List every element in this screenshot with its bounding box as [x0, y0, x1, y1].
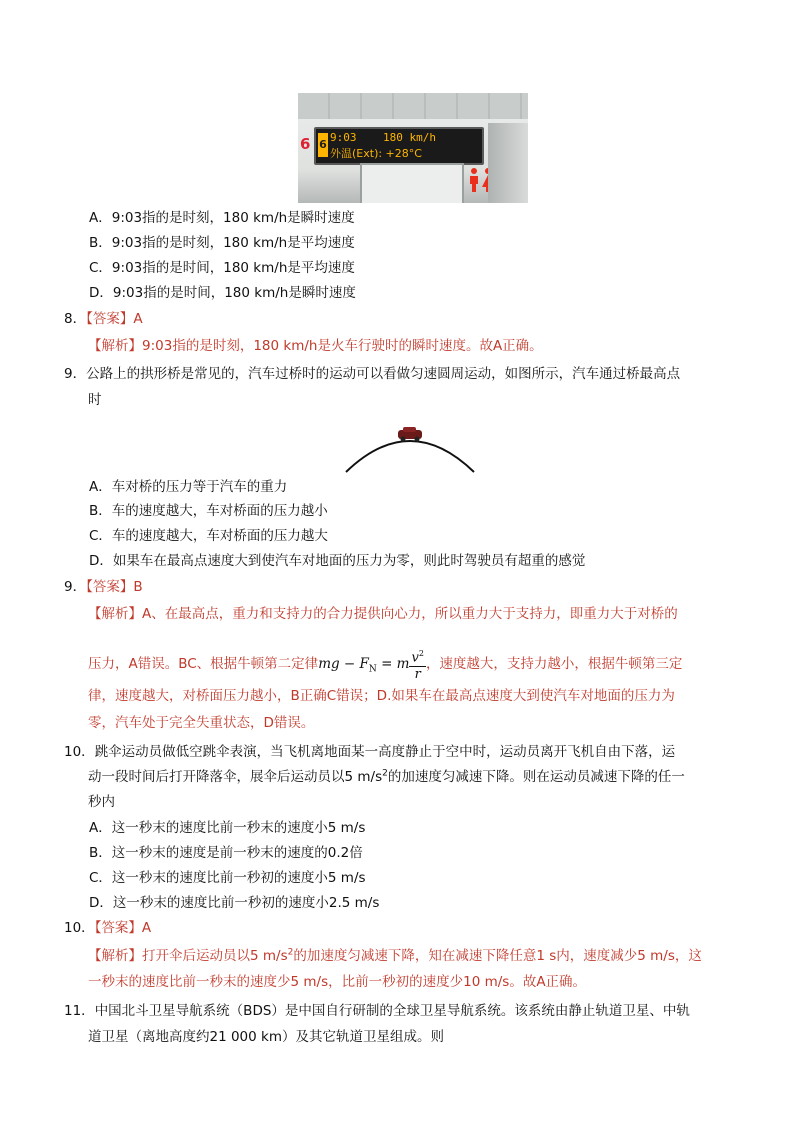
- q8-option-a: A．9:03指的是时刻，180 km/h是瞬时速度: [89, 210, 355, 226]
- q10-option-c: C．这一秒末的速度比前一秒初的速度小5 m/s: [89, 870, 366, 886]
- arch-bridge-diagram: [340, 424, 480, 476]
- q10-option-a: A．这一秒末的速度比前一秒末的速度小5 m/s: [89, 820, 366, 836]
- q10-analysis-1: 【解析】打开伞后运动员以5 $m/s^2$的加速度匀减速下降，知在减速下降任意1 s内，速度减少5 m/s，这: [88, 947, 702, 964]
- q9-answer-line: 9．【答案】B: [64, 579, 143, 595]
- q8-option-b: B．9:03指的是时刻，180 km/h是平均速度: [89, 235, 355, 251]
- q10-analysis-2: 一秒末的速度比前一秒末的速度少5 m/s，比前一秒初的速度少10 m/s。故A正确。: [88, 974, 587, 990]
- q10-option-d: D．这一秒末的速度比前一秒初的速度小2.5 m/s: [89, 895, 380, 911]
- photo-ceiling: [298, 93, 528, 119]
- q9-stem-1: 9．公路上的拱形桥是常见的，汽车过桥时的运动可以看做匀速圆周运动，如图所示，汽车通过桥最高点: [64, 366, 681, 382]
- formula: mg − $F_N = m$ $\frac{v^2}{r}$: [318, 656, 426, 672]
- photo-sign-line1: 9:03 180 km/h: [330, 131, 436, 144]
- q10-option-b: B．这一秒末的速度是前一秒末的速度的0.2倍: [89, 845, 363, 861]
- photo-sign-temp: 外温(Ext): +28°C: [330, 147, 422, 160]
- q9-option-d: D．如果车在最高点速度大到使汽车对地面的压力为零，则此时驾驶员有超重的感觉: [89, 553, 586, 569]
- q9-analysis-1: 【解析】A、在最高点，重力和支持力的合力提供向心力，所以重力大于支持力，即重力大于对桥的: [88, 606, 678, 622]
- photo-car-number: 6: [300, 135, 311, 153]
- photo-right-panel: [488, 123, 528, 203]
- q8-option-c: C．9:03指的是时间，180 km/h是平均速度: [89, 260, 355, 276]
- q9-option-b: B．车的速度越大，车对桥面的压力越小: [89, 503, 328, 519]
- q11-stem-1: 11．中国北斗卫星导航系统（BDS）是中国自行研制的全球卫星导航系统。该系统由静止轨道卫星、中轨: [64, 1003, 690, 1019]
- q9-option-a: A．车对桥的压力等于汽车的重力: [89, 479, 288, 495]
- photo-led-sign: [314, 127, 484, 165]
- q9-option-c: C．车的速度越大，车对桥面的压力越大: [89, 528, 328, 544]
- q8-answer-line: 8．【答案】A: [64, 311, 143, 327]
- q10-stem-3: 秒内: [88, 794, 115, 810]
- car-icon: [398, 427, 422, 442]
- q9-analysis-2: 压力，A错误。BC、根据牛顿第二定律mg − $F_N = m$ $\frac{v^2}{r}$ ，速度越大，支持力越小，根据牛顿第三定: [88, 646, 682, 683]
- q8-option-d: D．9:03指的是时间，180 km/h是瞬时速度: [89, 285, 356, 301]
- q9-stem-2: 时: [88, 392, 102, 408]
- q9-analysis-4: 零，汽车处于完全失重状态，D错误。: [88, 715, 315, 731]
- photo-doorway: [360, 163, 464, 203]
- q8-analysis: 【解析】9:03指的是时刻，180 km/h是火车行驶时的瞬时速度。故A正确。: [88, 338, 543, 354]
- q10-stem-1: 10．跳伞运动员做低空跳伞表演，当飞机离地面某一高度静止于空中时，运动员离开飞机自由下落，运: [64, 744, 676, 760]
- train-display-photo: [298, 93, 528, 203]
- q11-stem-2: 道卫星（离地高度约21 000 km）及其它轨道卫星组成。则: [88, 1029, 444, 1045]
- photo-sign-car-box: 6: [318, 133, 328, 157]
- q10-answer-line: 10．【答案】A: [64, 920, 152, 936]
- q10-stem-2: 动一段时间后打开降落伞，展伞后运动员以5 $m/s^2$的加速度匀减速下降。则在运动员减速下降的任一: [88, 768, 685, 785]
- q9-analysis-3: 律，速度越大，对桥面压力越小，B正确C错误；D.如果车在最高点速度大到使汽车对地面的压力为: [88, 688, 675, 704]
